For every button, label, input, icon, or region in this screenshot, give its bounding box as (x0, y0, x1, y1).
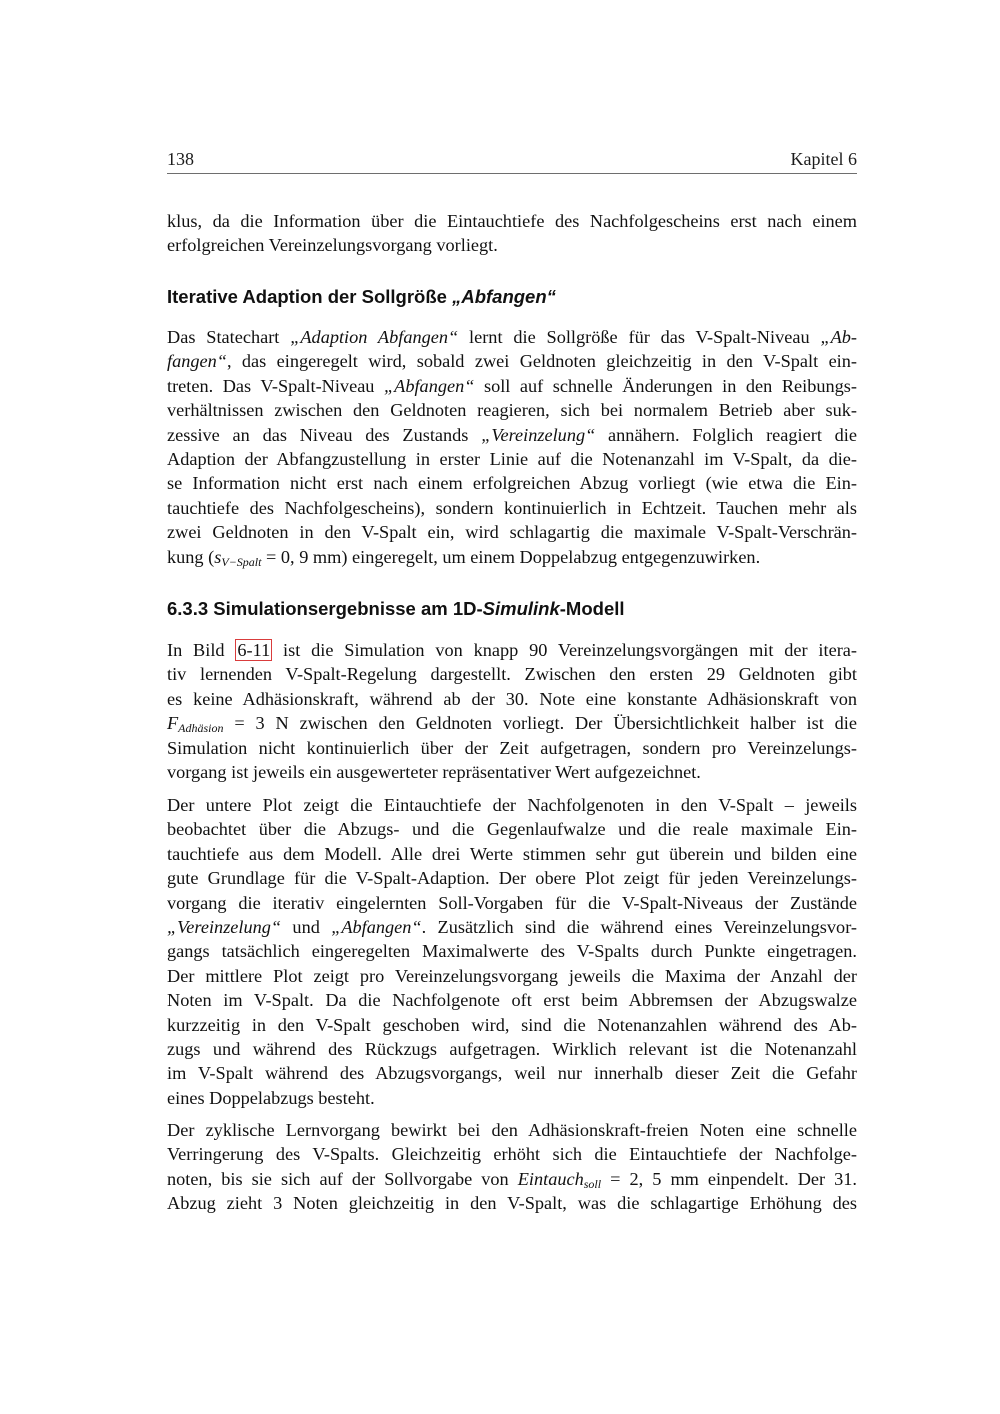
text-line: vorgang die iterativ eingelernten Soll-Vorgaben für die V-Spalt-Niveaus der Zustände (167, 892, 857, 913)
page-number: 138 (167, 149, 194, 169)
text-line: fangen“, das eingeregelt wird, sobald zwei Geldnoten gleichzeitig in den V-Spalt ein- (167, 351, 857, 372)
text-line: In Bild 6-11 ist die Simulation von knapp 90 Vereinzelungsvorgängen mit der itera- (167, 640, 857, 660)
running-header (167, 149, 857, 174)
text-line: es keine Adhäsionskraft, während ab der 30. Note eine konstante Adhäsionskraft von (167, 688, 857, 709)
text-line: verhältnissen zwischen den Geldnoten reagieren, sich bei normalem Betrieb aber suk- (167, 400, 857, 421)
text-line: kung ($s_{V-Spalt} = 0$, 9 mm) eingeregelt, um einem Doppelabzug entgegenzuwirken. (167, 546, 761, 569)
text-line: Noten im V-Spalt. Da die Nachfolgenote oft erst beim Abbremsen der Abzugswalze (167, 990, 857, 1011)
paragraph-plots (167, 793, 857, 1110)
text-line: Der untere Plot zeigt die Eintauchtiefe der Nachfolgenoten in den V-Spalt – jeweils (167, 795, 857, 815)
text-line: Das Statechart „Adaption Abfangen“ lernt die Sollgröße für das V-Spalt-Niveau „Ab- (167, 327, 858, 347)
math-subscript: soll (583, 1176, 602, 1191)
math-equation: = 3 N (223, 713, 289, 734)
text-line: tiv lernenden V-Spalt-Regelung dargestellt. Zwischen den ersten 29 Geldnoten gibt (167, 664, 857, 685)
text-line: erfolgreichen Vereinzelungsvorgang vorliegt. (167, 235, 498, 256)
text-line: vorgang ist jeweils ein ausgewerteter repräsentativer Wert aufgezeichnet. (167, 761, 701, 782)
subsection-heading: Iterative Adaption der Sollgröße „Abfangen“ (167, 286, 556, 307)
text-line: klus, da die Information über die Eintauchtiefe des Nachfolgescheins erst nach einem (167, 211, 857, 231)
section-heading: 6.3.3 Simulationsergebnisse am 1D-Simulink-Modell (167, 598, 625, 619)
paragraph-adaption (167, 325, 857, 569)
text-line: noten, bis sie sich auf der Sollvorgabe von Eintauch$_{soll}$ = 2, 5 mm einpendelt. Der 31. (167, 1168, 857, 1191)
text-line: Verringerung des V-Spalts. Gleichzeitig erhöht sich die Eintauchtiefe der Nachfolge- (167, 1144, 857, 1165)
text-line: tauchtiefe des Nachfolgescheins), sondern kontinuierlich in Echtzeit. Tauchen mehr als (167, 497, 857, 518)
math-symbol: s (214, 546, 222, 567)
text-line: im V-Spalt während des Abzugsvorgangs, weil nur innerhalb dieser Zeit die Gefahr (167, 1063, 857, 1084)
text-line: „Vereinzelung“ und „Abfangen“. Zusätzlich sind die während eines Vereinzelungsvor- (167, 916, 857, 937)
text-line: zwei Geldnoten in den V-Spalt ein, wird schlagartig die maximale V-Spalt-Verschrän- (167, 522, 857, 543)
text-line: Abzug zieht 3 Noten gleichzeitig in den V-Spalt, was die schlagartige Erhöhung des (167, 1193, 857, 1214)
text-line: zessive an das Niveau des Zustands „Vereinzelung“ annähern. Folglich reagiert die (167, 424, 857, 445)
text-line: gute Grundlage für die V-Spalt-Adaption. Der obere Plot zeigt für jeden Vereinzelungs- (167, 868, 857, 889)
text-line: gangs tatsächlich eingeregelten Maximalwerte des V-Spalts durch Punkte eingetragen. (167, 941, 857, 962)
math-symbol: Eintauch (517, 1168, 584, 1189)
text-line: eines Doppelabzugs besteht. (167, 1087, 375, 1108)
paragraph-simulation (167, 638, 857, 784)
text-line: Adaption der Abfangzustellung in erster Linie auf die Notenanzahl im V-Spalt, da die- (167, 448, 857, 469)
chapter-label: Kapitel 6 (790, 149, 857, 169)
text-line: tauchtiefe aus dem Modell. Alle drei Werte stimmen sehr gut überein und bilden eine (167, 843, 857, 864)
math-equation: = 2, 5 mm (601, 1168, 699, 1189)
math-subscript: Adhäsion (178, 721, 224, 736)
figure-reference-link[interactable]: 6-11 (237, 640, 271, 660)
intro-paragraph (167, 209, 857, 258)
math-subscript: V−Spalt (221, 554, 262, 569)
text-line: se Information nicht erst nach einem erfolgreichen Abzug vorliegt (wie etwa die Ein- (167, 473, 857, 494)
paragraph-learning (167, 1118, 857, 1216)
text-line: Der zyklische Lernvorgang bewirkt bei den Adhäsionskraft-freien Noten eine schnelle (167, 1120, 857, 1140)
math-equation: = 0, 9 mm (261, 546, 342, 567)
text-line: zugs und während des Rückzugs aufgetragen. Wirklich relevant ist die Notenanzahl (167, 1038, 857, 1059)
text-line: kurzzeitig in den V-Spalt geschoben wird, sind die Notenanzahlen während des Ab- (167, 1014, 857, 1035)
text-line: Der mittlere Plot zeigt pro Vereinzelungsvorgang jeweils die Maxima der Anzahl der (167, 965, 857, 986)
text-line: Simulation nicht kontinuierlich über der Zeit aufgetragen, sondern pro Vereinzelungs- (167, 737, 857, 758)
text-line: treten. Das V-Spalt-Niveau „Abfangen“ soll auf schnelle Änderungen in den Reibungs- (167, 375, 857, 396)
math-symbol: F (167, 713, 179, 734)
text-line: beobachtet über die Abzugs- und die Gegenlaufwalze und die reale maximale Ein- (167, 819, 857, 840)
text-line: $F_{Adhäsion} = 3$ N zwischen den Geldnoten vorliegt. Der Übersichtlichkeit halber ist die (167, 713, 857, 736)
